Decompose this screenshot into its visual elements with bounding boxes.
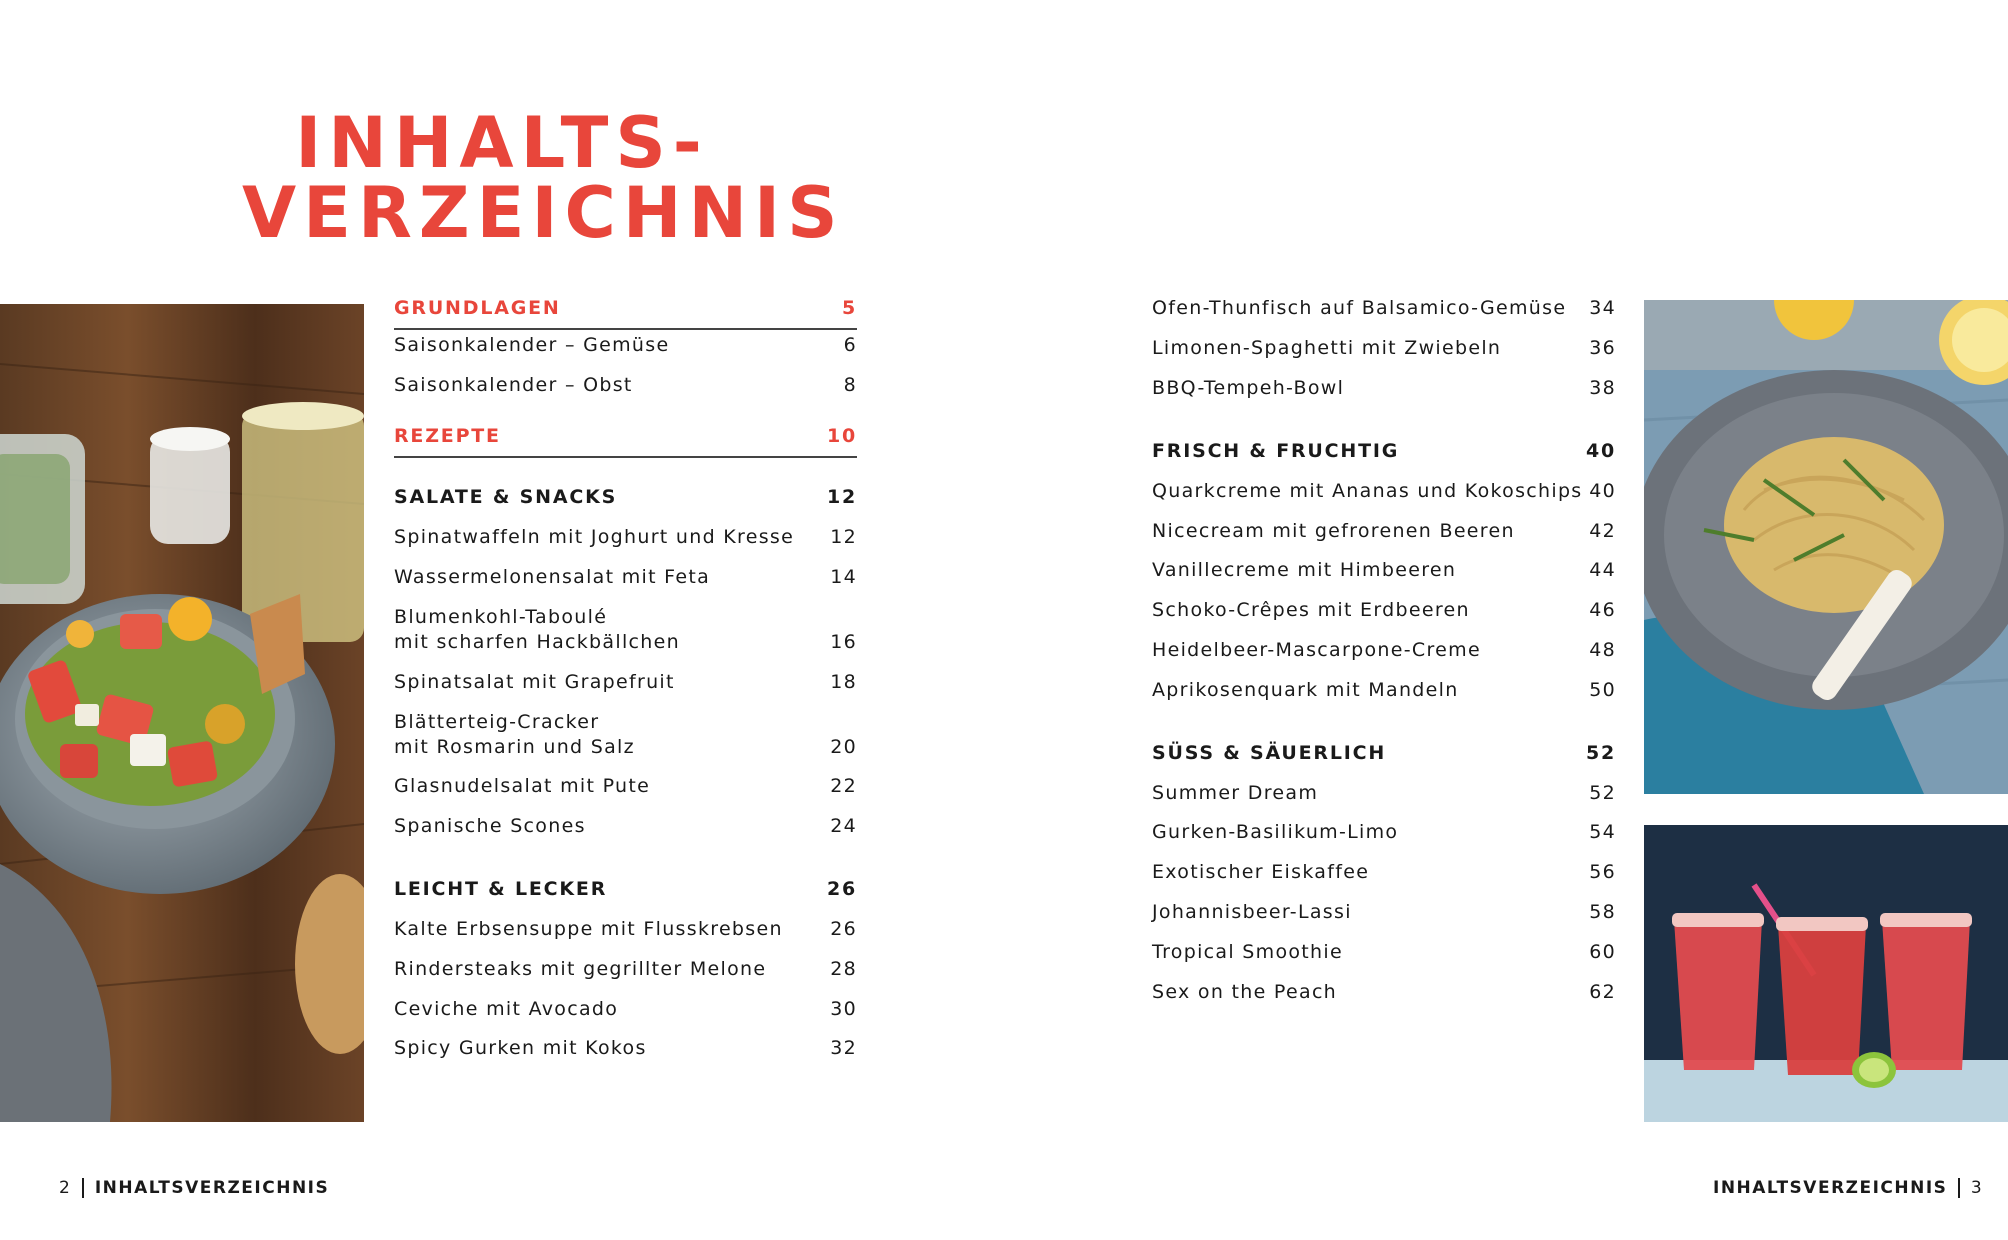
toc-left-column: [394, 296, 857, 1066]
footer-page-number-left: 2: [59, 1178, 72, 1198]
footer-left: [59, 1178, 329, 1198]
watermelon-drinks-illustration: [1644, 825, 2008, 1122]
toc-entry[interactable]: Spicy Gurken mit Kokos 32: [394, 1037, 857, 1059]
toc-entry[interactable]: Wassermelonensalat mit Feta 14: [394, 566, 857, 588]
toc-divider-grundlagen: [394, 328, 857, 330]
toc-entry[interactable]: Saisonkalender – Gemüse 6: [394, 334, 857, 356]
toc-entry[interactable]: Heidelbeer-Mascarpone-Creme 48: [1152, 639, 1616, 661]
toc-section-leicht-lecker[interactable]: LEICHT & LECKER 26: [394, 878, 857, 900]
toc-entry[interactable]: Exotischer Eiskaffee 56: [1152, 861, 1616, 883]
toc-entry[interactable]: Nicecream mit gefrorenen Beeren 42: [1152, 520, 1616, 542]
toc-entry[interactable]: Johannisbeer-Lassi 58: [1152, 901, 1616, 923]
toc-section-rezepte[interactable]: REZEPTE 10: [394, 425, 857, 447]
spaghetti-plate-photo: [1644, 300, 2008, 794]
toc-entry[interactable]: Spinatwaffeln mit Joghurt und Kresse 12: [394, 526, 857, 548]
toc-entry[interactable]: Kalte Erbsensuppe mit Flusskrebsen 26: [394, 918, 857, 940]
toc-entry[interactable]: Summer Dream 52: [1152, 782, 1616, 804]
footer-separator: [82, 1178, 84, 1198]
toc-entry[interactable]: Sex on the Peach 62: [1152, 981, 1616, 1003]
toc-section-salate-snacks[interactable]: SALATE & SNACKS 12: [394, 486, 857, 508]
toc-entry[interactable]: Blätterteig-Cracker mit Rosmarin und Salz 20: [394, 711, 857, 758]
toc-entry[interactable]: Spinatsalat mit Grapefruit 18: [394, 671, 857, 693]
footer-separator: [1958, 1178, 1960, 1198]
page-title: [242, 102, 845, 254]
toc-section-suess-saeuerlich[interactable]: SÜSS & SÄUERLICH 52: [1152, 742, 1616, 764]
toc-entry[interactable]: Gurken-Basilikum-Limo 54: [1152, 821, 1616, 843]
footer-section-label-right: INHALTSVERZEICHNIS: [1713, 1178, 1948, 1198]
toc-section-grundlagen[interactable]: GRUNDLAGEN 5: [394, 297, 857, 319]
toc-entry[interactable]: Vanillecreme mit Himbeeren 44: [1152, 559, 1616, 581]
toc-entry[interactable]: Quarkcreme mit Ananas und Kokoschips 40: [1152, 480, 1616, 502]
toc-entry[interactable]: Schoko-Crêpes mit Erdbeeren 46: [1152, 599, 1616, 621]
toc-entry[interactable]: Tropical Smoothie 60: [1152, 941, 1616, 963]
footer-right: [1713, 1178, 1983, 1198]
toc-entry[interactable]: Blumenkohl-Taboulé mit scharfen Hackbällchen 16: [394, 606, 857, 653]
toc-right-column: [1152, 296, 1616, 1016]
toc-entry[interactable]: Ofen-Thunfisch auf Balsamico-Gemüse 34: [1152, 297, 1616, 319]
salad-bowl-illustration: [0, 304, 364, 1122]
toc-entry[interactable]: BBQ-Tempeh-Bowl 38: [1152, 377, 1616, 399]
toc-entry[interactable]: Saisonkalender – Obst 8: [394, 374, 857, 396]
footer-page-number-right: 3: [1970, 1178, 1984, 1198]
page-title-line-2: VERZEICHNIS: [242, 172, 845, 254]
salad-bowl-photo: [0, 304, 364, 1122]
toc-section-frisch-fruchtig[interactable]: FRISCH & FRUCHTIG 40: [1152, 440, 1616, 462]
spaghetti-plate-illustration: [1644, 300, 2008, 794]
toc-divider-rezepte: [394, 456, 857, 458]
watermelon-drinks-photo: [1644, 825, 2008, 1122]
toc-entry[interactable]: Limonen-Spaghetti mit Zwiebeln 36: [1152, 337, 1616, 359]
toc-entry[interactable]: Glasnudelsalat mit Pute 22: [394, 775, 857, 797]
toc-entry[interactable]: Aprikosenquark mit Mandeln 50: [1152, 679, 1616, 701]
footer-section-label-left: INHALTSVERZEICHNIS: [94, 1178, 330, 1198]
toc-entry[interactable]: Spanische Scones 24: [394, 815, 857, 837]
page-title-line-1: INHALTS-: [295, 102, 709, 184]
toc-entry[interactable]: Rindersteaks mit gegrillter Melone 28: [394, 958, 857, 980]
toc-entry[interactable]: Ceviche mit Avocado 30: [394, 998, 857, 1020]
